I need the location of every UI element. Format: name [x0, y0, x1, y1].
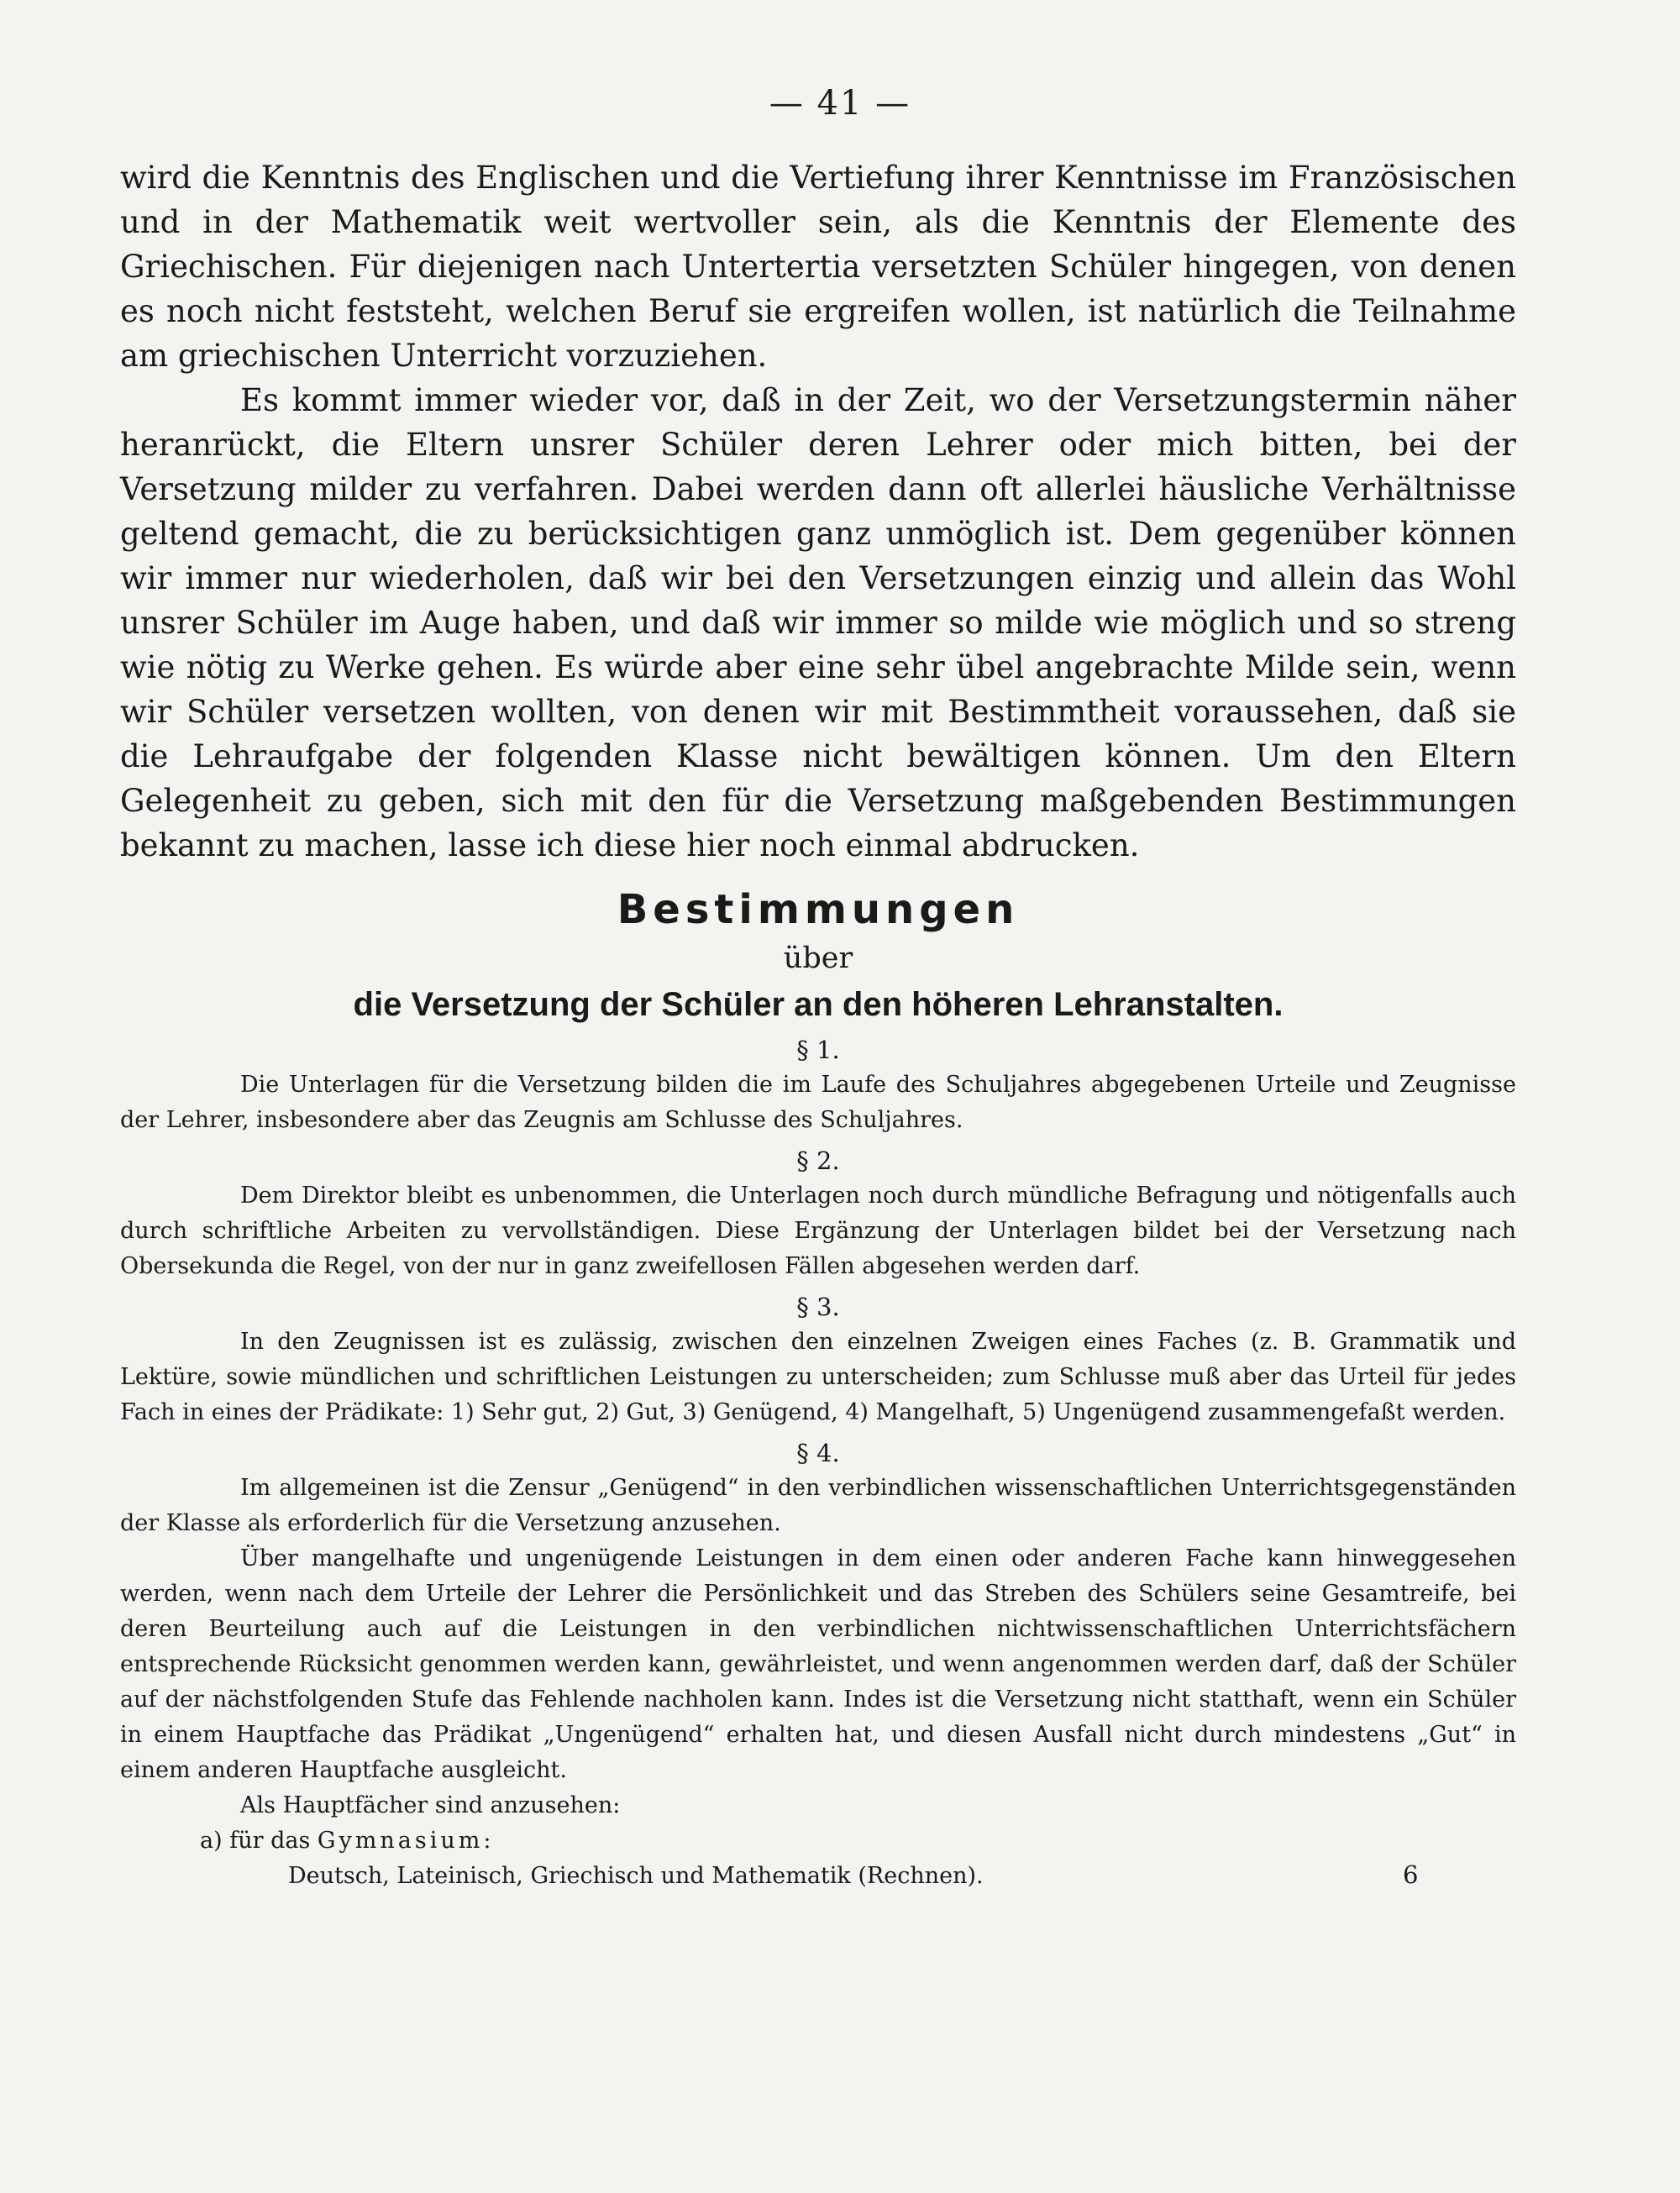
section-4-mark: § 4. — [796, 1439, 840, 1467]
section-4-paragraph-3: Als Hauptfächer sind anzusehen: — [240, 1792, 621, 1818]
signature-number: 6 — [1403, 1860, 1419, 1889]
section-3-paragraph: In den Zeugnissen ist es zulässig, zwischen den einzelnen Zweigen eines Faches (z. B. Grammatik und Lektüre, sowie mündlichen und schriftlichen Leistungen zu unterscheiden; zum Schlusse muß aber das Urteil für jedes Fach in eines der Prädikate: 1) Sehr gut, 2) Gut, 3) Genügend, 4) Mangelhaft, 5) Ungenügend zusammengefaßt werden. — [120, 1329, 1516, 1425]
list-item-gymnasium — [200, 1823, 1516, 1859]
regulations-title: Bestimmungen — [617, 886, 1020, 933]
regulations-ueber: über — [783, 942, 853, 975]
section-4-paragraph-2: Über mangelhafte und ungenügende Leistungen in dem einen oder anderen Fache kann hinweggesehen werden, wenn nach dem Urteile der Lehrer die Persönlichkeit und das Streben des Schülers seine Gesamtreife, bei deren Beurteilung auch auf die Leistungen in den verbindlichen nichtwissenschaftlichen Unterrichtsfächern entsprechende Rücksicht genommen werden kann, gewährleistet, und wenn angenommen werden darf, daß der Schüler auf der nächstfolgenden Stufe das Fehlende nachholen kann. Indes ist die Versetzung nicht statthaft, wenn ein Schüler in einem Hauptfache das Prädikat „Ungenügend“ erhalten hat, und diesen Ausfall nicht durch mindestens „Gut“ in einem anderen Hauptfache ausgleicht. — [120, 1545, 1516, 1783]
list-label-spaced: Gymnasium: — [317, 1828, 495, 1854]
section-2-mark: § 2. — [796, 1146, 840, 1175]
section-1-paragraph: Die Unterlagen für die Versetzung bilden die im Laufe des Schuljahres abgegebenen Urteile und Zeugnisse der Lehrer, insbesondere aber das Zeugnis am Schlusse des Schuljahres. — [120, 1072, 1516, 1133]
list-item-content: Deutsch, Lateinisch, Griechisch und Mathematik (Rechnen). — [288, 1863, 984, 1889]
section-2-paragraph: Dem Direktor bleibt es unbenommen, die Unterlagen noch durch mündliche Befragung und nötigenfalls auch durch schriftliche Arbeiten zu vervollständigen. Diese Ergänzung der Unterlagen bildet bei der Versetzung nach Obersekunda die Regel, von der nur in ganz zweifellosen Fällen abgesehen werden darf. — [120, 1183, 1516, 1279]
body-paragraph-2: Es kommt immer wieder vor, daß in der Zeit, wo der Versetzungstermin näher heranrückt, die Eltern unsrer Schüler deren Lehrer oder mich bitten, bei der Versetzung milder zu verfahren. Dabei werden dann oft allerlei häusliche Verhältnisse geltend gemacht, die zu berücksichtigen ganz unmöglich ist. Dem gegenüber können wir immer nur wiederholen, daß wir bei den Versetzungen einzig und allein das Wohl unsrer Schüler im Auge haben, und daß wir immer so milde wie möglich und so streng wie nötig zu Werke gehen. Es würde aber eine sehr übel angebrachte Milde sein, wenn wir Schüler versetzen wollten, von denen wir mit Bestimmtheit voraussehen, daß sie die Lehraufgabe der folgenden Klasse nicht bewältigen können. Um den Eltern Gelegenheit zu geben, sich mit den für die Versetzung maßgebenden Bestimmungen bekannt zu machen, lasse ich diese hier noch einmal abdrucken. — [120, 382, 1516, 863]
section-3-mark: § 3. — [796, 1293, 840, 1321]
section-1-mark: § 1. — [796, 1036, 840, 1064]
page-header: — 41 — — [769, 84, 911, 123]
list-label: a) für das — [200, 1828, 311, 1854]
page-content — [120, 155, 1516, 1894]
regulations-subtitle: die Versetzung der Schüler an den höheren Lehranstalten. — [353, 986, 1284, 1023]
body-paragraph-1: wird die Kenntnis des Englischen und die Vertiefung ihrer Kenntnisse im Französischen und in der Mathematik weit wertvoller sein, als die Kenntnis der Elemente des Griechischen. Für diejenigen nach Untertertia versetzten Schüler hingegen, von denen es noch nicht feststeht, welchen Beruf sie ergreifen wollen, ist natürlich die Teilnahme am griechischen Unterricht vorzuziehen. — [120, 160, 1516, 374]
section-4-paragraph-1: Im allgemeinen ist die Zensur „Genügend“ in den verbindlichen wissenschaftlichen Unterrichtsgegenständen der Klasse als erforderlich für die Versetzung anzusehen. — [120, 1475, 1516, 1536]
